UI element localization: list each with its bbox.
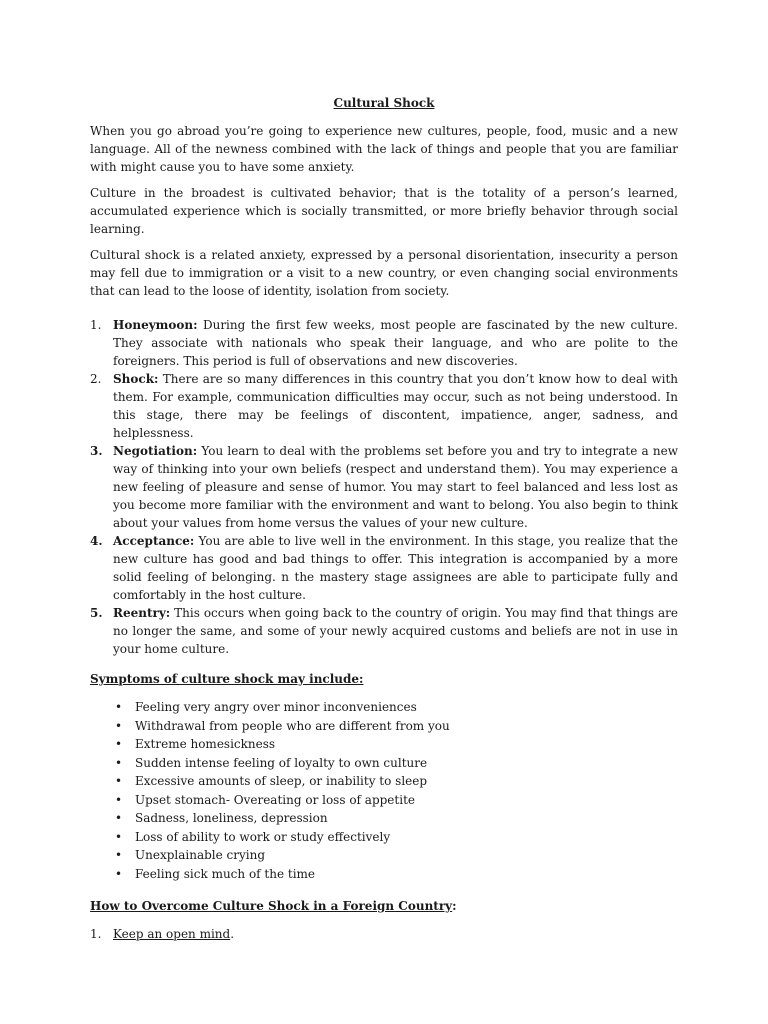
stages-list — [90, 316, 678, 658]
stage-term: Shock: — [113, 372, 159, 386]
tip-text: Keep an open mind — [113, 927, 231, 941]
cultural-shock-definition-paragraph: Cultural shock is a related anxiety, expressed by a personal disorientation, insecurity a person may fell due to immigration or a visit to a new country, or even changing social environments that can lead to the loose of identity, isolation from society. — [90, 248, 678, 298]
symptom-text: Excessive amounts of sleep, or inability to sleep — [135, 774, 428, 788]
symptom-item — [90, 735, 678, 754]
symptom-text: Feeling sick much of the time — [135, 866, 316, 881]
symptom-item — [90, 754, 678, 773]
bullet-icon: • — [115, 866, 123, 881]
symptom-item — [90, 865, 678, 884]
stage-number: 1. — [90, 318, 102, 332]
bullet-icon: • — [115, 737, 123, 751]
overcome-heading — [90, 897, 678, 915]
intro-paragraph: When you go abroad you’re going to experience new cultures, people, food, music and a new language. All of the newness combined with the lack of things and people that you are familiar with might cause you to have some anxiety. — [90, 124, 678, 174]
stage-text: This occurs when going back to the country of origin. You may find that things are no longer the same, and some of your newly acquired customs and beliefs are not in use in your home culture. — [113, 606, 678, 656]
stage-item-honeymoon — [90, 316, 678, 370]
bullet-icon: • — [115, 700, 123, 714]
tips-list — [90, 925, 678, 943]
symptom-item — [90, 846, 678, 865]
bullet-icon: • — [115, 811, 123, 825]
stage-item-shock — [90, 370, 678, 442]
stage-term: Reentry: — [113, 606, 171, 620]
symptom-text: Upset stomach- Overeating or loss of appetite — [135, 792, 415, 807]
symptom-text: Sudden intense feeling of loyalty to own culture — [135, 755, 428, 770]
symptom-text: Sadness, loneliness, depression — [135, 811, 328, 825]
stage-text: You are able to live well in the environment. In this stage, you realize that the new culture has good and bad things to offer. This integration is accompanied by a more solid feeling of belonging. n the mastery stage assignees are able to participate fully and comfortably in the host culture. — [113, 534, 678, 602]
symptom-item — [90, 717, 678, 736]
overcome-heading-text: How to Overcome Culture Shock in a Foreign Country — [90, 899, 453, 913]
stage-number: 5. — [90, 606, 103, 620]
symptom-text: Feeling very angry over minor inconveniences — [135, 700, 417, 714]
overcome-heading-suffix: : — [452, 899, 457, 913]
symptom-item — [90, 772, 678, 791]
stage-term: Acceptance: — [113, 534, 195, 548]
stage-item-acceptance — [90, 532, 678, 604]
bullet-icon: • — [115, 848, 123, 862]
document-page — [90, 94, 678, 943]
bullet-icon: • — [115, 718, 123, 733]
symptom-item — [90, 809, 678, 828]
symptom-text: Unexplainable crying — [135, 848, 266, 862]
symptoms-heading — [90, 670, 678, 688]
culture-definition-paragraph: Culture in the broadest is cultivated behavior; that is the totality of a person’s learned, accumulated experience which is socially transmitted, or more briefly behavior through social learning. — [90, 186, 678, 236]
bullet-icon: • — [115, 792, 123, 807]
bullet-icon: • — [115, 829, 123, 844]
tip-number: 1. — [90, 927, 102, 941]
stage-text: During the first few weeks, most people are fascinated by the new culture. They associate with nationals who speak their language, and who are polite to the foreigners. This period is full of observations and new discoveries. — [113, 318, 678, 368]
symptom-text: Extreme homesickness — [135, 737, 276, 751]
stage-number: 4. — [90, 534, 103, 548]
tip-suffix: . — [230, 927, 235, 941]
symptom-item — [90, 828, 678, 847]
symptoms-list — [90, 698, 678, 883]
stage-text: There are so many differences in this country that you don’t know how to deal with them. For example, communication difficulties may occur, such as not being understood. In this stage, there may be feelings of discontent, impatience, anger, sadness, and helplessness. — [113, 372, 678, 440]
bullet-icon: • — [115, 774, 123, 788]
symptom-item — [90, 698, 678, 717]
stage-number: 3. — [90, 444, 103, 458]
document-title: Cultural Shock — [333, 96, 435, 110]
bullet-icon: • — [115, 755, 123, 770]
stage-term: Negotiation: — [113, 444, 198, 458]
stage-item-negotiation — [90, 442, 678, 532]
stage-text: You learn to deal with the problems set before you and try to integrate a new way of thinking into your own beliefs (respect and understand them). You may experience a new feeling of pleasure and sense of humor. You may start to feel balanced and less lost as you become more familiar with the environment and want to belong. You also begin to think about your values from home versus the values of your new culture. — [113, 444, 678, 530]
symptom-text: Loss of ability to work or study effectively — [135, 829, 391, 844]
symptom-item — [90, 791, 678, 810]
tip-item — [90, 925, 678, 943]
stage-item-reentry — [90, 604, 678, 658]
symptoms-heading-text: Symptoms of culture shock may include: — [90, 672, 364, 686]
stage-term: Honeymoon: — [113, 318, 198, 332]
stage-number: 2. — [90, 372, 102, 386]
symptom-text: Withdrawal from people who are different from you — [135, 718, 450, 733]
